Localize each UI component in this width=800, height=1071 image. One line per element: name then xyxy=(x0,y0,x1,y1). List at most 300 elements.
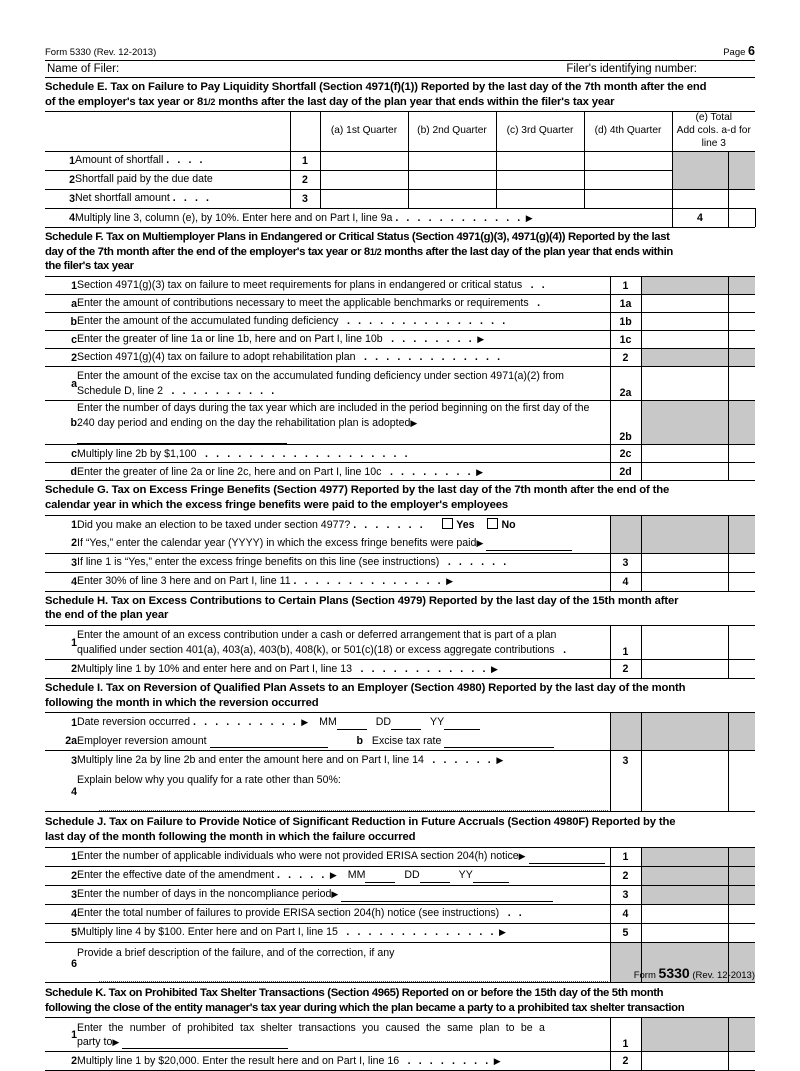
schedule-e-row-4 xyxy=(45,208,755,227)
input-q2[interactable] xyxy=(408,189,496,208)
line-number: 2 xyxy=(45,1052,77,1071)
leader-dots: . . . . . . . . . . xyxy=(193,716,299,729)
line-number: 6 xyxy=(45,942,77,982)
input-amount[interactable] xyxy=(641,445,728,463)
line-box-number: 5 xyxy=(610,923,641,942)
individuals-count-input[interactable] xyxy=(529,852,605,864)
form-revision-label: Form 5330 (Rev. 12-2013) xyxy=(45,47,157,58)
schedule-f-table xyxy=(45,276,755,481)
shaded-cell-cents xyxy=(728,847,755,866)
schedule-e-heading-line1: Schedule E. Tax on Failure to Pay Liquidity Shortfall (Section 4971(f)(1)) Reported by the last day of the 7th month after the end xyxy=(45,81,707,93)
input-amount[interactable] xyxy=(641,923,728,942)
schedule-i-heading-line1: Schedule I. Tax on Reversion of Qualified Plan Assets to an Employer (Section 4980) Reported by the last day of the month xyxy=(45,682,686,695)
input-cents[interactable] xyxy=(728,572,755,591)
line-number: 3 xyxy=(45,553,77,572)
line-box-number: 2 xyxy=(610,349,641,367)
line-label: Enter the greater of line 1a or line 1b, here and on Part I, line 10b xyxy=(77,333,383,346)
leader-dots: . . . . . . . . . . . . . . . . . . . xyxy=(199,447,411,460)
input-amount[interactable] xyxy=(641,660,728,679)
line-text xyxy=(77,751,610,770)
schedule-j-row-5 xyxy=(45,923,755,942)
shaded-cell xyxy=(672,170,728,189)
line-number: 5 xyxy=(45,923,77,942)
schedule-e-heading xyxy=(45,78,755,111)
leader-dots: . xyxy=(531,297,543,310)
line-label-1: Enter the number of prohibited tax shelter transactions you caused the same plan to be a xyxy=(77,1021,545,1034)
line-box-number: 1b xyxy=(610,313,641,331)
line-label: Employer reversion amount xyxy=(77,734,207,747)
line-label: Enter the amount of contributions necessary to meet the applicable benchmarks or requirements xyxy=(77,297,529,310)
line-box-number: 3 xyxy=(610,553,641,572)
input-amount[interactable] xyxy=(641,367,728,401)
schedule-k-heading xyxy=(45,982,755,1017)
filer-id-label: Filer's identifying number: xyxy=(566,63,697,75)
line-label: Multiply line 2b by $1,100 xyxy=(77,447,197,460)
shaded-cell xyxy=(672,151,728,170)
shaded-cell xyxy=(641,713,728,732)
leader-dots: . . xyxy=(525,279,548,292)
page-footer xyxy=(634,965,755,981)
line-box-number: 2d xyxy=(610,463,641,481)
shaded-cell-cents xyxy=(728,151,755,170)
input-cents[interactable] xyxy=(728,463,755,481)
line-text xyxy=(77,942,610,982)
shaded-cell-number xyxy=(610,713,641,732)
line-label: Enter 30% of line 3 here and on Part I, line 11 xyxy=(77,575,291,588)
input-amount[interactable] xyxy=(641,1052,728,1071)
line-text xyxy=(75,151,290,170)
line-label: Did you make an election to be taxed under section 4977? xyxy=(77,518,351,531)
input-amount[interactable] xyxy=(641,463,728,481)
schedule-i-heading-line2: following the month in which the reversion occurred xyxy=(45,696,319,709)
input-cents[interactable] xyxy=(728,923,755,942)
line-box-number: 1 xyxy=(610,1018,641,1052)
line-label: Shortfall paid by the due date xyxy=(75,173,213,186)
schedule-h-heading-line1: Schedule H. Tax on Excess Contributions to Certain Plans (Section 4979) Reported by the last day of the 15th month after xyxy=(45,594,679,607)
footer-revision: (Rev. 12-2013) xyxy=(692,970,755,981)
arrow-icon: ▶ xyxy=(329,870,337,881)
schedule-j-heading-line1: Schedule J. Tax on Failure to Provide Notice of Significant Reduction in Future Accruals (Section 4980F) Reported by the xyxy=(45,816,676,829)
schedule-f-row-2b xyxy=(45,401,755,445)
line-text xyxy=(77,732,610,751)
days-input-line[interactable] xyxy=(77,432,287,444)
page-label: Page xyxy=(723,47,746,58)
col-header-total xyxy=(672,112,755,151)
line-text xyxy=(75,189,290,208)
input-cents[interactable] xyxy=(728,904,755,923)
line-text xyxy=(77,904,610,923)
schedule-k-heading-line2: following the close of the entity manager's tax year during which the plan became a party to a prohibited tax shelter transaction xyxy=(45,1001,685,1014)
line-box-number: 2a xyxy=(610,367,641,401)
line-label: Date reversion occurred xyxy=(77,716,191,729)
reversion-amount-input[interactable] xyxy=(210,736,328,748)
schedule-j-row-2 xyxy=(45,866,755,885)
shaded-cell xyxy=(641,732,728,751)
line-label: Enter the amount of the accumulated funding deficiency xyxy=(77,315,339,328)
line-number: 3 xyxy=(45,885,77,904)
leader-dots: . . . . . . . xyxy=(353,518,426,531)
schedule-f-row-1c xyxy=(45,331,755,349)
input-cents[interactable] xyxy=(728,660,755,679)
schedule-j-heading xyxy=(45,811,755,846)
leader-dots: . . . . . . . . xyxy=(385,333,475,346)
schedule-e-header-row xyxy=(45,112,755,151)
schedule-e-row-3 xyxy=(45,189,755,208)
leader-dots: . . . . . . . . . . . . . . xyxy=(340,926,497,939)
shaded-cell xyxy=(641,277,728,295)
excise-tax-rate-label: Excise tax rate xyxy=(371,734,442,747)
line-text xyxy=(77,463,610,481)
yy-input[interactable] xyxy=(473,872,509,883)
dd-input[interactable] xyxy=(420,872,450,883)
schedule-g-row-2 xyxy=(45,534,755,553)
dd-input[interactable] xyxy=(391,719,421,730)
schedule-f-row-1b xyxy=(45,313,755,331)
footer-form-number: 5330 xyxy=(658,965,690,981)
yy-label: YY xyxy=(458,869,473,882)
schedule-k-heading-line1: Schedule K. Tax on Prohibited Tax Shelter Transactions (Section 4965) Reported on or before the 15th day of the 5th month xyxy=(45,987,664,1000)
line-box-number: 3 xyxy=(610,885,641,904)
blank-cell-number xyxy=(610,770,641,811)
schedule-f-heading-line2a: day of the 7th month after the end of the employer's tax year or 8 xyxy=(45,245,370,258)
shaded-cell-cents xyxy=(728,732,755,751)
calendar-year-input[interactable] xyxy=(486,539,572,551)
leader-dots: . . . . . . . . xyxy=(402,1055,491,1068)
shaded-cell-cents xyxy=(728,401,755,445)
shaded-cell-cents xyxy=(728,885,755,904)
line-box-number: 3 xyxy=(610,751,641,770)
input-cents[interactable] xyxy=(728,1052,755,1071)
input-q3[interactable] xyxy=(496,170,584,189)
yy-label: YY xyxy=(430,716,445,729)
shaded-cell-cents xyxy=(728,170,755,189)
yes-label: Yes xyxy=(456,518,475,531)
input-cents[interactable] xyxy=(728,553,755,572)
input-amount[interactable] xyxy=(641,331,728,349)
yy-input[interactable] xyxy=(444,719,480,730)
input-q4[interactable] xyxy=(584,170,672,189)
line-text xyxy=(77,534,610,553)
schedule-f-row-1 xyxy=(45,277,755,295)
fraction-one-half: 1/2 xyxy=(369,246,382,257)
mm-label: MM xyxy=(347,869,366,882)
schedule-i-table xyxy=(45,712,755,811)
input-amount[interactable] xyxy=(641,295,728,313)
line-text xyxy=(75,208,672,227)
schedule-g-heading xyxy=(45,481,755,514)
line-text xyxy=(75,170,290,189)
schedule-i-heading xyxy=(45,679,755,712)
line-label: Enter the greater of line 2a or line 2c, here and on Part I, line 10c xyxy=(77,465,382,478)
input-cents[interactable] xyxy=(728,626,755,660)
line-box-number: 1c xyxy=(610,331,641,349)
input-amount[interactable] xyxy=(641,313,728,331)
line-text xyxy=(77,866,610,885)
fraction-one-half: 1/2 xyxy=(203,96,216,107)
schedule-i-row-2a xyxy=(45,732,755,751)
schedule-f-row-2c xyxy=(45,445,755,463)
line-text xyxy=(77,553,610,572)
line-number: c xyxy=(45,331,77,349)
page-header xyxy=(45,44,755,61)
schedule-g-table xyxy=(45,515,755,592)
col-header-q1: (a) 1st Quarter xyxy=(320,112,408,151)
dd-label: DD xyxy=(404,869,420,882)
shaded-cell-cents xyxy=(728,534,755,553)
line-number: 4 xyxy=(71,786,77,799)
line-text xyxy=(77,349,610,367)
arrow-icon: ▶ xyxy=(410,417,418,428)
mm-input[interactable] xyxy=(365,872,395,883)
line-number: 2a xyxy=(65,735,77,748)
line-text xyxy=(77,331,610,349)
shaded-cell-number xyxy=(610,515,641,534)
schedule-e-heading-line2a: of the employer's tax year or 8 xyxy=(45,95,204,108)
arrow-icon: ▶ xyxy=(446,576,454,587)
leader-dots: . . . . . . . . . . . . . . xyxy=(293,575,444,588)
name-of-filer-label: Name of Filer: xyxy=(47,63,120,75)
input-q3[interactable] xyxy=(496,151,584,170)
input-cents[interactable] xyxy=(728,295,755,313)
checkbox-no-icon[interactable] xyxy=(487,518,498,529)
shaded-cell xyxy=(641,847,728,866)
line-text xyxy=(77,445,610,463)
line-text xyxy=(77,660,610,679)
line-label: Multiply line 4 by $100. Enter here and on Part I, line 15 xyxy=(77,926,338,939)
input-q1[interactable] xyxy=(320,170,408,189)
line-text xyxy=(77,401,610,445)
page-number-block xyxy=(723,44,755,58)
schedule-j-row-3 xyxy=(45,885,755,904)
schedule-h-heading-line2: the end of the plan year xyxy=(45,609,169,622)
line-box-number: 2c xyxy=(610,445,641,463)
schedule-j-table xyxy=(45,847,755,983)
schedule-g-row-1 xyxy=(45,515,755,534)
schedule-e-row-2 xyxy=(45,170,755,189)
line-box-number: 1 xyxy=(610,847,641,866)
shaded-cell-number xyxy=(610,534,641,553)
input-amount[interactable] xyxy=(641,904,728,923)
shaded-cell-number xyxy=(610,732,641,751)
schedule-f-row-2a xyxy=(45,367,755,401)
schedule-i-row-3 xyxy=(45,751,755,770)
input-cents[interactable] xyxy=(728,445,755,463)
shaded-cell-cents xyxy=(728,515,755,534)
leader-dots: . . . . . . . . . . . . . . . xyxy=(341,315,508,328)
schedule-e-table xyxy=(45,111,755,227)
arrow-icon: ▶ xyxy=(490,663,498,674)
input-q3[interactable] xyxy=(496,189,584,208)
schedule-f-heading-line1: Schedule F. Tax on Multiemployer Plans in Endangered or Critical Status (Section 4971(g)(3), 4971(g)(4)) Reported by the last xyxy=(45,231,670,244)
leader-dots: . . . . . . . . xyxy=(384,465,474,478)
input-q2[interactable] xyxy=(408,151,496,170)
line-text xyxy=(77,885,610,904)
input-q1[interactable] xyxy=(320,189,408,208)
filer-row xyxy=(45,61,755,78)
arrow-icon: ▶ xyxy=(476,538,484,549)
input-cents[interactable] xyxy=(728,367,755,401)
arrow-icon: ▶ xyxy=(499,927,506,938)
leader-dots: . . . . . . . . . . . . . xyxy=(358,351,503,364)
input-amount[interactable] xyxy=(641,572,728,591)
shaded-cell xyxy=(641,401,728,445)
line-text xyxy=(77,515,610,534)
mm-label: MM xyxy=(319,716,337,729)
arrow-icon: ▶ xyxy=(493,1056,501,1067)
checkbox-yes-icon[interactable] xyxy=(442,518,453,529)
line-label: Explain below why you qualify for a rate other than 50%: xyxy=(77,773,341,786)
schedule-h-heading xyxy=(45,592,755,625)
arrow-icon: ▶ xyxy=(518,851,526,862)
mm-input[interactable] xyxy=(337,719,367,730)
schedule-h-table xyxy=(45,625,755,679)
page-number: 6 xyxy=(748,44,755,58)
input-amount[interactable] xyxy=(641,553,728,572)
line-number: 3 xyxy=(45,751,77,770)
schedule-k-row-2 xyxy=(45,1052,755,1071)
line-number: 2 xyxy=(71,537,77,550)
input-cents[interactable] xyxy=(728,313,755,331)
line-number: a xyxy=(45,295,77,313)
input-amount[interactable] xyxy=(641,751,728,770)
shaded-cell xyxy=(641,866,728,885)
line-number: 4 xyxy=(45,572,77,591)
line-text xyxy=(77,572,610,591)
line-number: 1 xyxy=(45,847,77,866)
schedule-h-row-2 xyxy=(45,660,755,679)
col-header-total-line1: (e) Total xyxy=(695,112,733,124)
arrow-icon: ▶ xyxy=(331,889,339,900)
input-cents[interactable] xyxy=(728,751,755,770)
line-number: a xyxy=(45,367,77,401)
schedule-g-row-4 xyxy=(45,572,755,591)
line-box-number: 2b xyxy=(610,401,641,445)
input-cents[interactable] xyxy=(728,331,755,349)
schedule-j-heading-line2: last day of the month following the month in which the failure occurred xyxy=(45,830,416,843)
line-number: 4 xyxy=(45,904,77,923)
input-amount[interactable] xyxy=(728,208,755,227)
line-text xyxy=(77,923,610,942)
schedule-f-heading-line2b: months after the last day of the plan year that ends within xyxy=(381,245,673,258)
schedule-e-heading-line2b: months after the last day of the plan year that ends within the filer's tax year xyxy=(215,95,615,108)
input-q4[interactable] xyxy=(584,189,672,208)
leader-dots: . . . . . . . . . . . . xyxy=(395,211,523,224)
arrow-icon: ▶ xyxy=(301,717,309,728)
line-box-number: 4 xyxy=(610,904,641,923)
line-number: 1 xyxy=(45,1018,77,1052)
line-number: 2 xyxy=(45,866,77,885)
leader-dots: . xyxy=(557,643,569,656)
arrow-icon: ▶ xyxy=(477,334,485,345)
leader-dots: . . . . xyxy=(166,154,206,167)
schedule-f-row-1a xyxy=(45,295,755,313)
yes-checkbox-group[interactable] xyxy=(442,519,474,531)
schedule-f-row-2 xyxy=(45,349,755,367)
transactions-count-input[interactable] xyxy=(122,1037,288,1049)
line-text xyxy=(77,847,610,866)
line-number: 1 xyxy=(45,626,77,660)
col-header-total-line2: Add cols. a-d for line 3 xyxy=(676,125,751,149)
line-text xyxy=(77,295,610,313)
schedule-f-row-2d xyxy=(45,463,755,481)
schedule-f-heading xyxy=(45,227,755,276)
input-amount[interactable] xyxy=(641,626,728,660)
line-number: 2 xyxy=(45,349,77,367)
sub-line-letter: b xyxy=(356,734,363,747)
schedule-k-table xyxy=(45,1017,755,1071)
line-text xyxy=(77,1052,610,1071)
no-checkbox-group[interactable] xyxy=(487,519,515,531)
line-label: Provide a brief description of the failure, and of the correction, if any xyxy=(77,946,395,959)
line-text xyxy=(77,770,610,811)
noncompliance-days-input[interactable] xyxy=(341,890,553,902)
line-label: If “Yes,” enter the calendar year (YYYY) in which the excess fringe benefits were paid xyxy=(77,537,477,550)
schedule-i-row-4 xyxy=(45,770,755,811)
line-box-number: 2 xyxy=(290,170,320,189)
leader-dots: . . . . . . . . . . xyxy=(165,384,277,397)
line-number: c xyxy=(45,445,77,463)
shaded-cell xyxy=(641,349,728,367)
line-box-number: 2 xyxy=(610,866,641,885)
col-header-q4: (d) 4th Quarter xyxy=(584,112,672,151)
leader-dots: . . . . . . . . . . . . xyxy=(354,662,489,675)
schedule-f-heading-line3: the filer's tax year xyxy=(45,260,134,273)
schedule-j-row-4 xyxy=(45,904,755,923)
leader-dots: . . . . . xyxy=(277,869,327,882)
line-text xyxy=(77,277,610,295)
line-number: d xyxy=(45,463,77,481)
line-number: 3 xyxy=(45,189,75,208)
line-number: b xyxy=(45,401,77,445)
line-box-number: 1 xyxy=(610,626,641,660)
line-box-number: 2 xyxy=(610,1052,641,1071)
line-label: Enter the amount of the excise tax on the accumulated funding deficiency under section 4971(a)(2) from Schedule D, line 2 xyxy=(77,370,565,397)
line-box-number: 2 xyxy=(610,660,641,679)
line-label: Enter the number of days during the tax year which are included in the period beginning on the first day of the 240 day period and ending on the day the rehabilitation plan is adopted xyxy=(77,402,590,429)
no-label: No xyxy=(501,518,516,531)
line-label: Multiply line 1 by 10% and enter here and on Part I, line 13 xyxy=(77,662,353,675)
line-number: b xyxy=(45,313,77,331)
line-number: 1 xyxy=(45,277,77,295)
line-number: 1 xyxy=(45,713,77,732)
leader-dots: . . . . xyxy=(172,192,212,205)
line-label: Amount of shortfall xyxy=(75,154,164,167)
arrow-icon: ▶ xyxy=(112,1036,120,1047)
line-number: 1 xyxy=(45,151,75,170)
line-label: Enter the total number of failures to provide ERISA section 204(h) notice (see instructions) xyxy=(77,907,500,920)
line-text xyxy=(77,313,610,331)
line-box-number: 1 xyxy=(290,151,320,170)
input-total[interactable] xyxy=(672,189,728,208)
footer-form-word: Form xyxy=(633,970,656,981)
arrow-icon: ▶ xyxy=(496,755,504,766)
schedule-g-heading-line1: Schedule G. Tax on Excess Fringe Benefits (Section 4977) Reported by the last day of the 7th month after the end of the xyxy=(45,484,670,497)
line-text xyxy=(77,626,610,660)
line-label: Multiply line 3, column (e), by 10%. Enter here and on Part I, line 9a xyxy=(75,211,393,224)
schedule-i-row-1 xyxy=(45,713,755,732)
input-q1[interactable] xyxy=(320,151,408,170)
excise-tax-rate-input[interactable] xyxy=(444,736,554,748)
col-header-q2: (b) 2nd Quarter xyxy=(408,112,496,151)
input-q4[interactable] xyxy=(584,151,672,170)
input-q2[interactable] xyxy=(408,170,496,189)
schedule-j-row-1 xyxy=(45,847,755,866)
leader-dots: . . . . . . xyxy=(426,754,494,767)
schedule-e-row-1 xyxy=(45,151,755,170)
line-box-number: 3 xyxy=(290,189,320,208)
input-total-cents[interactable] xyxy=(728,189,755,208)
line-box-number: 1a xyxy=(610,295,641,313)
